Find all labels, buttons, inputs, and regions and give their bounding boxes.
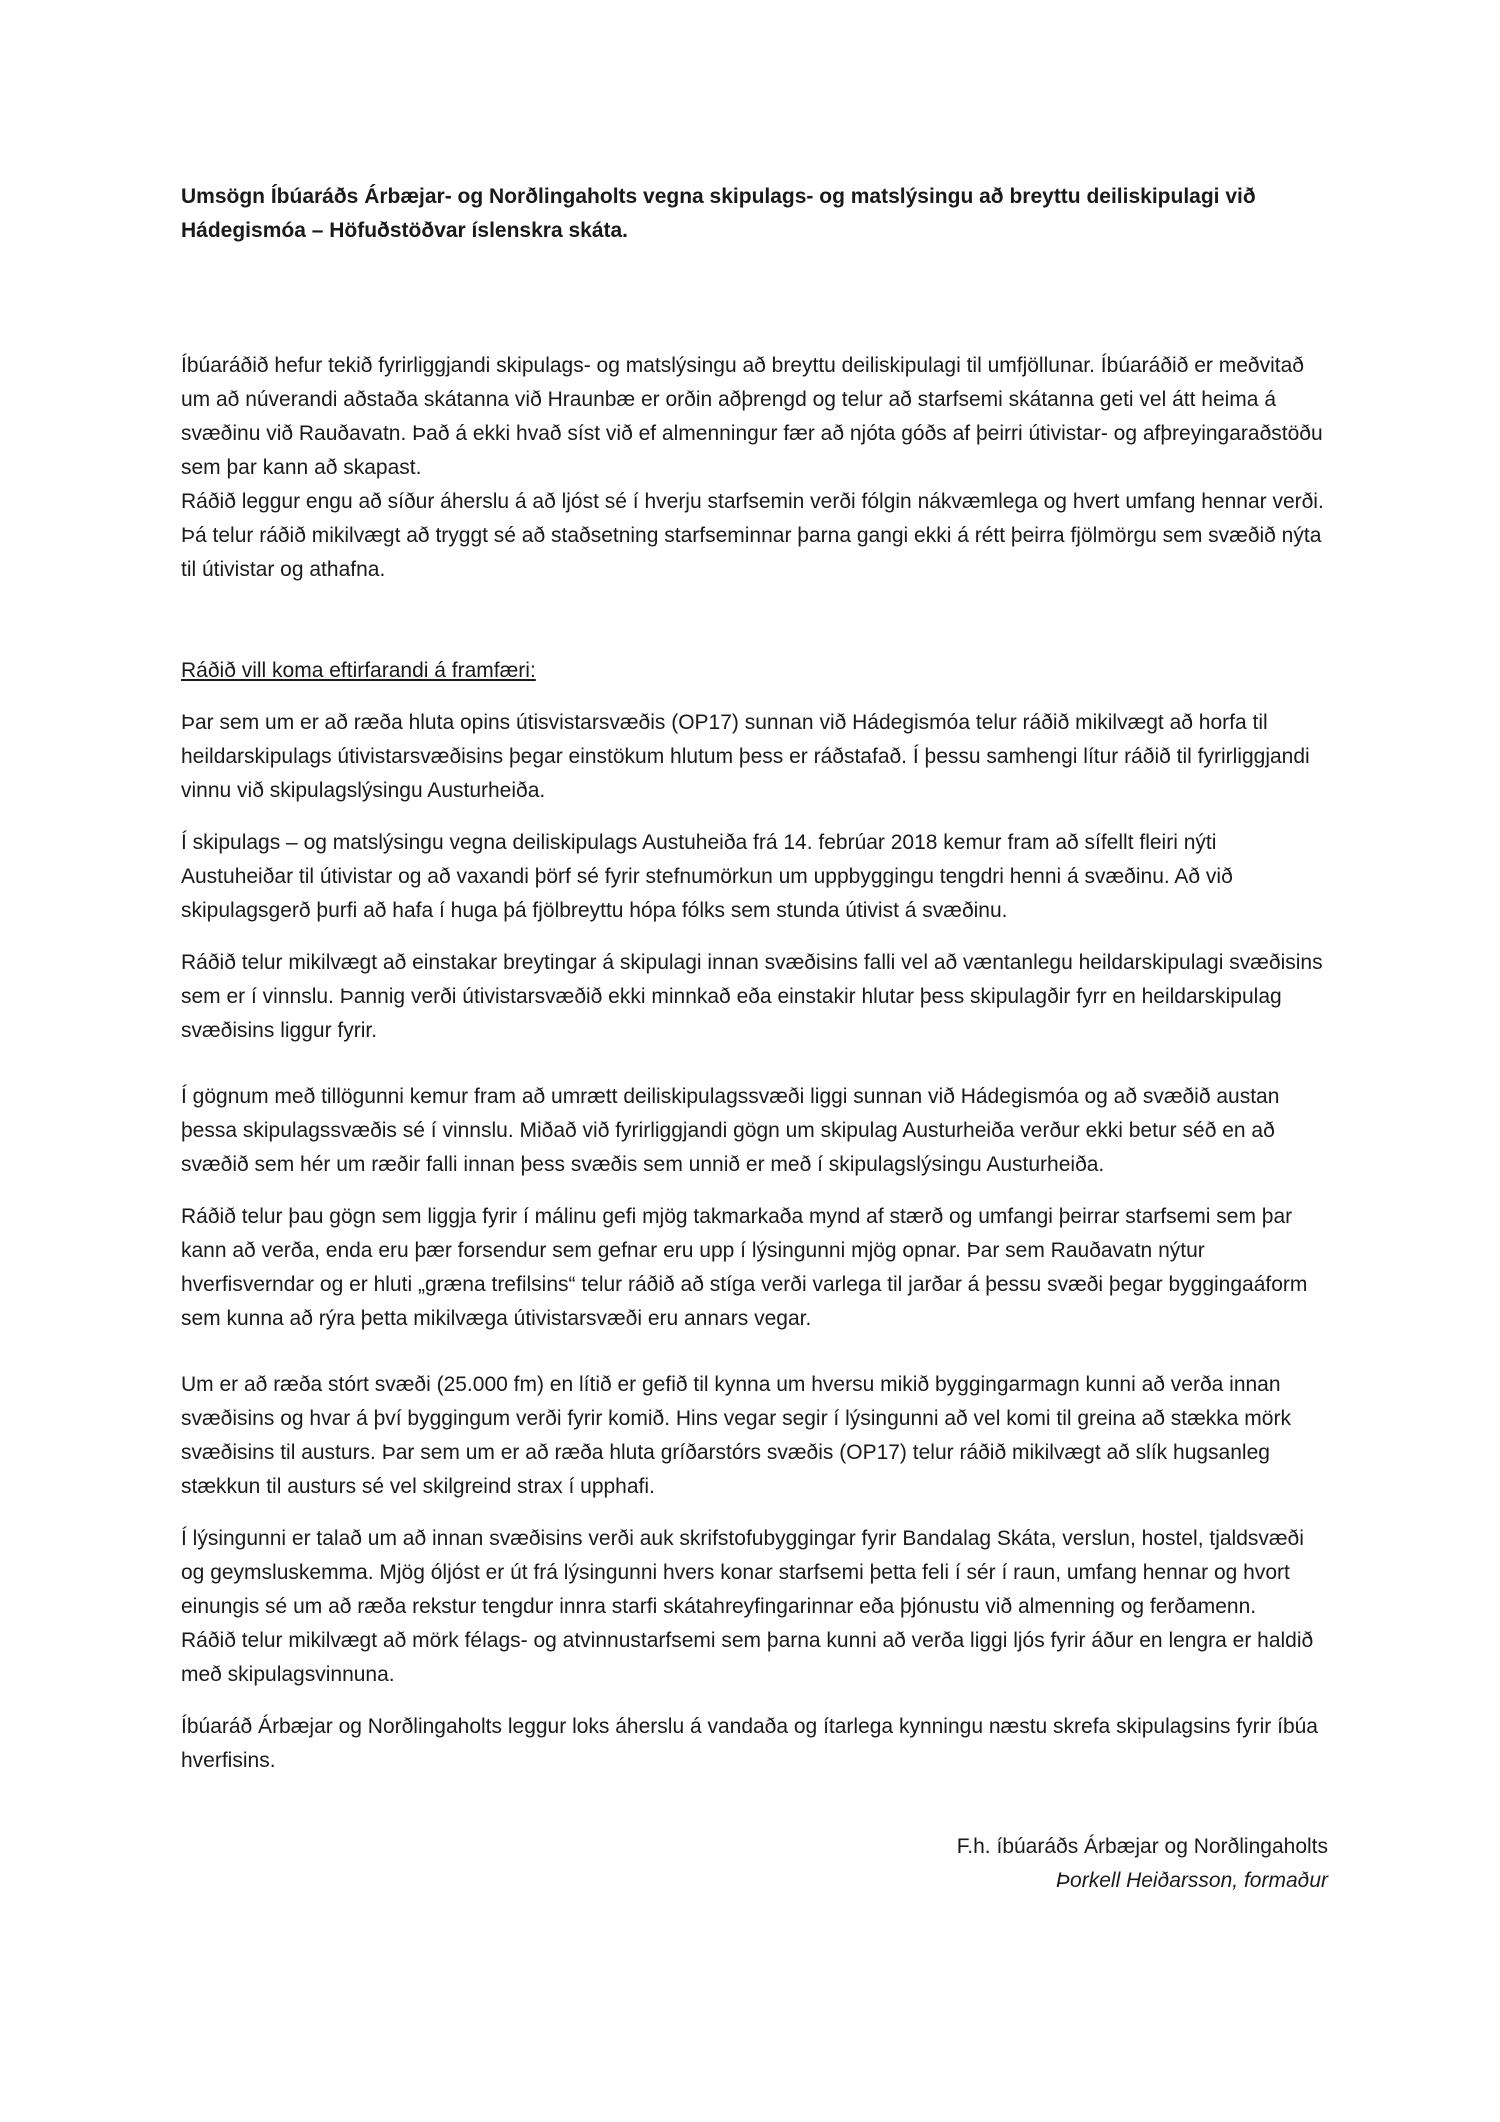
- intro-paragraph: Ráðið leggur engu að síður áherslu á að ljóst sé í hverju starfsemin verði fólgin nákvæmlega og hvert umfang hennar verði. Þá telur ráðið mikilvægt að tryggt sé að staðsetning starfseminnar þarna gangi ekki á rétt þeirra fjölmörgu sem svæðið nýta til útivistar og athafna.: [181, 490, 1324, 581]
- body-paragraph: Í gögnum með tillögunni kemur fram að umrætt deiliskipulagssvæði liggi sunnan við Hádegismóa og að svæðið austan þessa skipulagssvæðis sé í vinnslu. Miðað við fyrirliggjandi gögn um skipulag Austurheiða verður ekki betur séð en að svæðið sem hér um ræðir falli innan þess svæðis sem unnið er með í skipulagslýsingu Austurheiða.: [181, 1085, 1280, 1176]
- body-paragraph: Ráðið telur mikilvægt að einstakar breytingar á skipulagi innan svæðisins falli vel að væntanlegu heildarskipulagi svæðisins sem er í vinnslu. Þannig verði útivistarsvæðið ekki minnkað eða einstakir hlutar þess skipulagðir fyrr en heildarskipulag svæðisins liggur fyrir.: [181, 951, 1323, 1042]
- signature-on-behalf: F.h. íbúaráðs Árbæjar og Norðlingaholts: [956, 1835, 1328, 1858]
- intro-paragraph: Íbúaráðið hefur tekið fyrirliggjandi skipulags- og matslýsingu að breyttu deiliskipulagi til umfjöllunar. Íbúaráðið er meðvitað um að núverandi aðstaða skátanna við Hraunbæ er orðin aðþrengd og telur að starfsemi skátanna geti vel átt heima á svæðinu við Rauðavatn. Það á ekki hvað síst við ef almenningur fær að njóta góðs af þeirri útivistar- og afþreyingaraðstöðu sem þar kann að skapast.: [181, 354, 1323, 479]
- signature-name: Þorkell Heiðarsson, formaður: [1056, 1869, 1328, 1892]
- body-paragraph: Þar sem um er að ræða hluta opins útisvistarsvæðis (OP17) sunnan við Hádegismóa telur ráðið mikilvægt að horfa til heildarskipulags útivistarsvæðisins þegar einstökum hlutum þess er ráðstafað. Í þessu samhengi lítur ráðið til fyrirliggjandi vinnu við skipulagslýsingu Austurheiða.: [181, 711, 1310, 802]
- body-paragraph: Ráðið telur mikilvægt að mörk félags- og atvinnustarfsemi sem þarna kunni að verða liggi ljós fyrir áður en lengra er haldið með skipulagsvinnuna.: [181, 1629, 1314, 1686]
- body-paragraph: Ráðið telur þau gögn sem liggja fyrir í málinu gefi mjög takmarkaða mynd af stærð og umfangi þeirrar starfsemi sem þar kann að verða, enda eru þær forsendur sem gefnar eru upp í lýsingunni mjög opnar. Þar sem Rauðavatn nýtur hverfisverndar og er hluti „græna trefilsins“ telur ráðið að stíga verði varlega til jarðar á þessu svæði þegar byggingaáform sem kunna að rýra þetta mikilvæga útivistarsvæði eru annars vegar.: [181, 1205, 1308, 1330]
- section-heading: Ráðið vill koma eftirfarandi á framfæri:: [181, 659, 536, 682]
- document-title: Umsögn Íbúaráðs Árbæjar- og Norðlingaholts vegna skipulags- og matslýsingu að breyttu deiliskipulagi við Hádegismóa – Höfuðstöðvar íslenskra skáta.: [181, 185, 1256, 242]
- document-body: [181, 180, 1329, 1778]
- body-paragraph: Í lýsingunni er talað um að innan svæðisins verði auk skrifstofubyggingar fyrir Bandalag Skáta, verslun, hostel, tjaldsvæði og geymsluskemma. Mjög óljóst er út frá lýsingunni hvers konar starfsemi þetta feli í sér í raun, umfang hennar og hvort einungis sé um að ræða rekstur tengdur innra starfi skátahreyfingarinnar eða þjónustu við almenning og ferðamenn.: [181, 1527, 1304, 1618]
- body-paragraph: Íbúaráð Árbæjar og Norðlingaholts leggur loks áherslu á vandaða og ítarlega kynningu næstu skrefa skipulagsins fyrir íbúa hverfisins.: [181, 1715, 1318, 1772]
- body-paragraph: Um er að ræða stórt svæði (25.000 fm) en lítið er gefið til kynna um hversu mikið byggingarmagn kunni að verða innan svæðisins og hvar á því byggingum verði fyrir komið. Hins vegar segir í lýsingunni að vel komi til greina að stækka mörk svæðisins til austurs. Þar sem um er að ræða hluta gríðarstórs svæðis (OP17) telur ráðið mikilvægt að slík hugsanleg stækkun til austurs sé vel skilgreind strax í upphafi.: [181, 1373, 1291, 1498]
- signature-block: [957, 1830, 1328, 1898]
- body-paragraph: Í skipulags – og matslýsingu vegna deiliskipulags Austuheiða frá 14. febrúar 2018 kemur fram að sífellt fleiri nýti Austuheiðar til útivistar og að vaxandi þörf sé fyrir stefnumörkun um uppbyggingu tengdri henni á svæðinu. Að við skipulagsgerð þurfi að hafa í huga þá fjölbreyttu hópa fólks sem stunda útivist á svæðinu.: [181, 831, 1233, 922]
